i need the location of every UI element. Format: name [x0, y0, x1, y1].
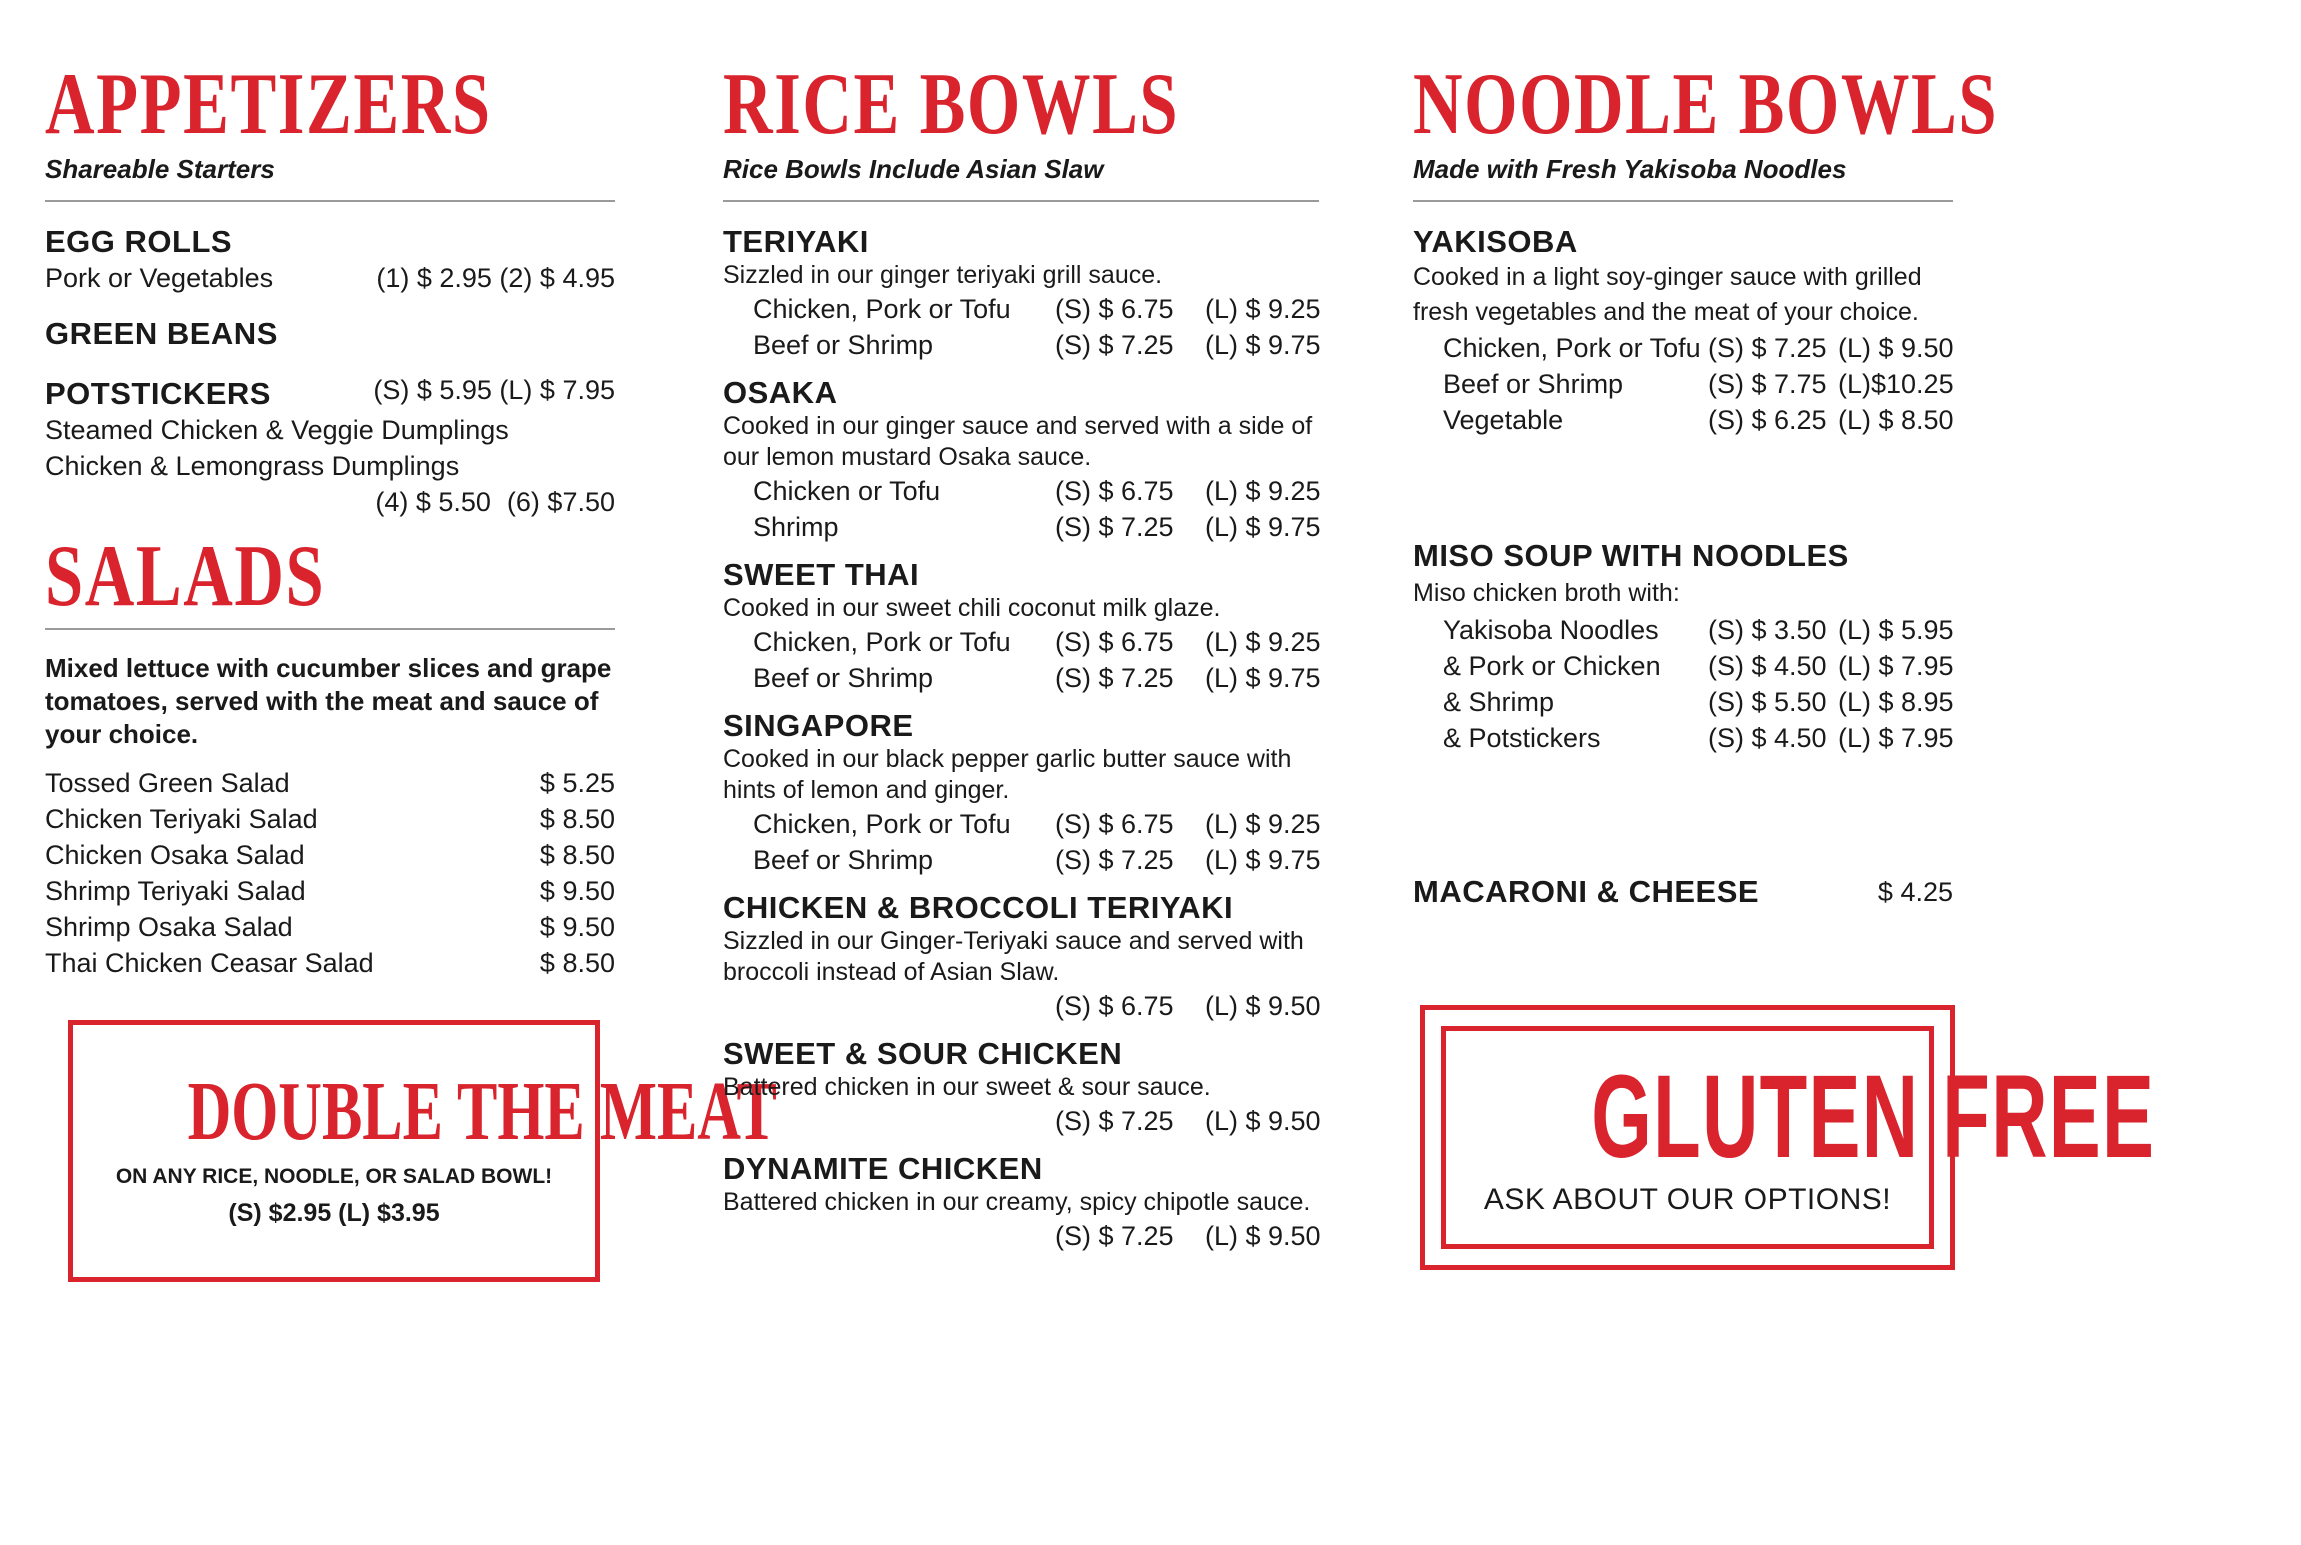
- list-item: [45, 873, 615, 909]
- salads-list: [45, 765, 615, 981]
- price-small: (S) $ 7.25: [1708, 333, 1827, 363]
- price-large: (L) $ 9.25: [1205, 627, 1321, 657]
- price-small: (S) $ 6.75: [1055, 476, 1174, 506]
- item-name: TERIYAKI: [723, 224, 869, 259]
- appetizers-subtitle: Shareable Starters: [45, 154, 275, 184]
- item-price: $ 8.50: [539, 840, 615, 870]
- price-small: (S) $ 7.75: [1708, 369, 1827, 399]
- salads-desc: Mixed lettuce with cucumber slices and grape tomatoes, served with the meat and sauce of your choice.: [45, 653, 612, 749]
- price-line: [373, 372, 615, 408]
- price-large: (L) $ 9.50: [1838, 333, 1954, 363]
- price-row: [723, 624, 1323, 660]
- item-desc: Steamed Chicken & Veggie Dumplings: [45, 415, 509, 445]
- double-the-meat-promo: [68, 1020, 777, 1282]
- price-large: (L) $ 8.95: [1838, 687, 1954, 717]
- price-row: [723, 327, 1323, 363]
- item-desc: Battered chicken in our creamy, spicy chipotle sauce.: [723, 1188, 1311, 1216]
- menu-item-dynamite-chicken: [723, 1151, 1323, 1254]
- divider: [45, 200, 615, 202]
- rice-bowls-subtitle: Rice Bowls Include Asian Slaw: [723, 154, 1104, 184]
- item-name: Chicken Osaka Salad: [45, 840, 305, 870]
- noodle-bowls-subtitle: Made with Fresh Yakisoba Noodles: [1413, 154, 1847, 184]
- option-label: & Shrimp: [1443, 687, 1555, 717]
- price-large: (L) $ 9.75: [1205, 663, 1321, 693]
- item-desc-line: [45, 448, 615, 484]
- price-large: (L) $ 9.25: [1205, 294, 1321, 324]
- promo-price: (S) $2.95 (L) $3.95: [228, 1199, 440, 1227]
- price-small: (S) $ 7.25: [1055, 330, 1174, 360]
- item-price: $ 4.25: [1877, 877, 1953, 907]
- menu-item-sweet-sour-chicken: [723, 1036, 1323, 1139]
- price-small: (S) $ 7.25: [1055, 663, 1174, 693]
- price-row: [723, 1218, 1323, 1254]
- option-label: Chicken, Pork or Tofu: [753, 627, 1011, 657]
- price-small: (S) $ 6.75: [1055, 809, 1174, 839]
- item-desc: Cooked in our sweet chili coconut milk glaze.: [723, 594, 1221, 622]
- list-item: [45, 837, 615, 873]
- noodle-bowls-title: NOODLE BOWLS: [1413, 56, 1999, 153]
- list-item: [45, 801, 615, 837]
- price-large: (L) $ 9.75: [1205, 845, 1321, 875]
- item-name: OSAKA: [723, 375, 838, 410]
- item-desc: Pork or Vegetables: [45, 263, 274, 293]
- price-small: (S) $ 5.50: [1708, 687, 1827, 717]
- price-large: (L)$10.25: [1838, 369, 1954, 399]
- item-name: GREEN BEANS: [45, 316, 278, 351]
- item-desc: Battered chicken in our sweet & sour sauce.: [723, 1073, 1211, 1101]
- item-name: POTSTICKERS: [45, 376, 271, 411]
- divider: [723, 200, 1319, 202]
- price-row: [1413, 612, 1953, 648]
- menu-item-mac-cheese: [1413, 874, 1953, 910]
- rice-bowls-title: RICE BOWLS: [723, 56, 1180, 153]
- promo-inner-frame: [1441, 1026, 2156, 1249]
- item-name: MACARONI & CHEESE: [1413, 874, 1760, 909]
- item-desc: Miso chicken broth with:: [1413, 579, 1680, 607]
- list-item: [45, 909, 615, 945]
- salads-title: SALADS: [45, 528, 326, 625]
- item-desc: Cooked in a light soy-ginger sauce with grilled fresh vegetables and the meat of your choice.: [1413, 263, 1922, 326]
- item-name: Thai Chicken Ceasar Salad: [45, 948, 374, 978]
- price-line: [45, 484, 615, 520]
- option-label: Yakisoba Noodles: [1443, 615, 1659, 645]
- list-item: [45, 765, 615, 801]
- promo-title: GLUTEN FREE: [1591, 1051, 2156, 1183]
- item-name: MISO SOUP WITH NOODLES: [1413, 538, 1849, 573]
- item-name: Tossed Green Salad: [45, 768, 290, 798]
- price-row: [723, 1103, 1323, 1139]
- price-small: (S) $ 7.25: [1055, 1106, 1174, 1136]
- item-price: (4) $ 5.50: [375, 487, 491, 517]
- menu-item-yakisoba: [1413, 224, 1953, 438]
- item-name: SWEET & SOUR CHICKEN: [723, 1036, 1123, 1071]
- price-large: (L) $ 9.75: [1205, 330, 1321, 360]
- gluten-free-promo: [1420, 1005, 2156, 1270]
- promo-title: DOUBLE THE MEAT: [187, 1065, 777, 1158]
- item-name: Chicken Teriyaki Salad: [45, 804, 318, 834]
- price-row: [1413, 684, 1953, 720]
- option-label: Vegetable: [1443, 405, 1564, 435]
- price-large: (L) $ 7.95: [1838, 651, 1954, 681]
- price-row: [723, 509, 1323, 545]
- menu-item-egg-rolls: [45, 224, 615, 296]
- item-desc: Cooked in our ginger sauce and served with a side of our lemon mustard Osaka sauce.: [723, 412, 1313, 471]
- promo-line: ON ANY RICE, NOODLE, OR SALAD BOWL!: [115, 1165, 553, 1188]
- item-desc: Cooked in our black pepper garlic butter sauce with hints of lemon and ginger.: [723, 745, 1292, 804]
- noodle-bowls-column: [1413, 56, 1999, 910]
- price-small: (S) $ 7.25: [1055, 845, 1174, 875]
- price-large: (L) $ 9.50: [1205, 1221, 1321, 1251]
- price-small: (S) $ 7.25: [1055, 512, 1174, 542]
- price-row: [1413, 648, 1953, 684]
- option-label: Chicken or Tofu: [753, 476, 941, 506]
- price-small: (S) $ 6.75: [1055, 627, 1174, 657]
- appetizers-title: APPETIZERS: [45, 56, 492, 153]
- option-label: Beef or Shrimp: [753, 663, 934, 693]
- item-name: SWEET THAI: [723, 557, 920, 592]
- item-price: (1) $ 2.95 (2) $ 4.95: [376, 263, 615, 293]
- option-label: Chicken, Pork or Tofu: [1443, 333, 1701, 363]
- price-row: [723, 473, 1323, 509]
- price-row: [723, 988, 1323, 1024]
- item-price: $ 8.50: [539, 804, 615, 834]
- menu-item-singapore: [723, 708, 1323, 878]
- price-row: [723, 291, 1323, 327]
- item-name: YAKISOBA: [1413, 224, 1578, 259]
- price-large: (L) $ 7.95: [1838, 723, 1954, 753]
- menu-item-chicken-broccoli: [723, 890, 1323, 1024]
- price-row: [1413, 402, 1953, 438]
- price-large: (L) $ 8.50: [1838, 405, 1954, 435]
- menu-item-teriyaki: [723, 224, 1323, 363]
- price-large: (L) $ 5.95: [1838, 615, 1954, 645]
- item-price: (S) $ 5.95 (L) $ 7.95: [373, 375, 615, 405]
- option-label: Chicken, Pork or Tofu: [753, 809, 1011, 839]
- option-label: Beef or Shrimp: [1443, 369, 1624, 399]
- item-name: EGG ROLLS: [45, 224, 233, 259]
- rice-bowls-column: [723, 56, 1323, 1266]
- divider: [1413, 200, 1953, 202]
- item-desc: Sizzled in our Ginger-Teriyaki sauce and served with broccoli instead of Asian Slaw.: [723, 927, 1304, 986]
- price-small: (S) $ 3.50: [1708, 615, 1827, 645]
- price-row: [1413, 330, 1953, 366]
- price-large: (L) $ 9.50: [1205, 1106, 1321, 1136]
- item-desc: Sizzled in our ginger teriyaki grill sauce.: [723, 261, 1163, 289]
- menu-item-miso-soup: [1413, 538, 1953, 756]
- price-large: (L) $ 9.75: [1205, 512, 1321, 542]
- menu-item-sweet-thai: [723, 557, 1323, 696]
- item-name: Shrimp Teriyaki Salad: [45, 876, 306, 906]
- option-label: & Potstickers: [1443, 723, 1601, 753]
- menu-item-osaka: [723, 375, 1323, 545]
- price-row: [723, 806, 1323, 842]
- price-small: (S) $ 4.50: [1708, 723, 1827, 753]
- item-desc-line: [45, 412, 615, 448]
- item-price: (6) $7.50: [506, 487, 615, 517]
- item-price: $ 8.50: [539, 948, 615, 978]
- option-label: Beef or Shrimp: [753, 330, 934, 360]
- price-row: [1413, 366, 1953, 402]
- price-large: (L) $ 9.25: [1205, 809, 1321, 839]
- item-desc: Chicken & Lemongrass Dumplings: [45, 451, 460, 481]
- option-label: Beef or Shrimp: [753, 845, 934, 875]
- item-name: SINGAPORE: [723, 708, 914, 743]
- item-price: $ 9.50: [539, 912, 615, 942]
- divider: [45, 628, 615, 630]
- price-large: (L) $ 9.50: [1205, 991, 1321, 1021]
- promo-line: ASK ABOUT OUR OPTIONS!: [1483, 1183, 1892, 1216]
- price-line: [45, 260, 615, 296]
- option-label: Shrimp: [753, 512, 839, 542]
- price-small: (S) $ 6.25: [1708, 405, 1827, 435]
- price-row: [1413, 720, 1953, 756]
- list-item: [45, 945, 615, 981]
- price-row: [723, 842, 1323, 878]
- item-name: DYNAMITE CHICKEN: [723, 1151, 1043, 1186]
- appetizers-column: [45, 56, 615, 981]
- item-price: $ 5.25: [539, 768, 615, 798]
- price-small: (S) $ 6.75: [1055, 294, 1174, 324]
- item-price: $ 9.50: [539, 876, 615, 906]
- price-small: (S) $ 6.75: [1055, 991, 1174, 1021]
- option-label: & Pork or Chicken: [1443, 651, 1661, 681]
- item-name: Shrimp Osaka Salad: [45, 912, 293, 942]
- price-large: (L) $ 9.25: [1205, 476, 1321, 506]
- price-row: [723, 660, 1323, 696]
- option-label: Chicken, Pork or Tofu: [753, 294, 1011, 324]
- item-name: CHICKEN & BROCCOLI TERIYAKI: [723, 890, 1234, 925]
- price-small: (S) $ 4.50: [1708, 651, 1827, 681]
- price-small: (S) $ 7.25: [1055, 1221, 1174, 1251]
